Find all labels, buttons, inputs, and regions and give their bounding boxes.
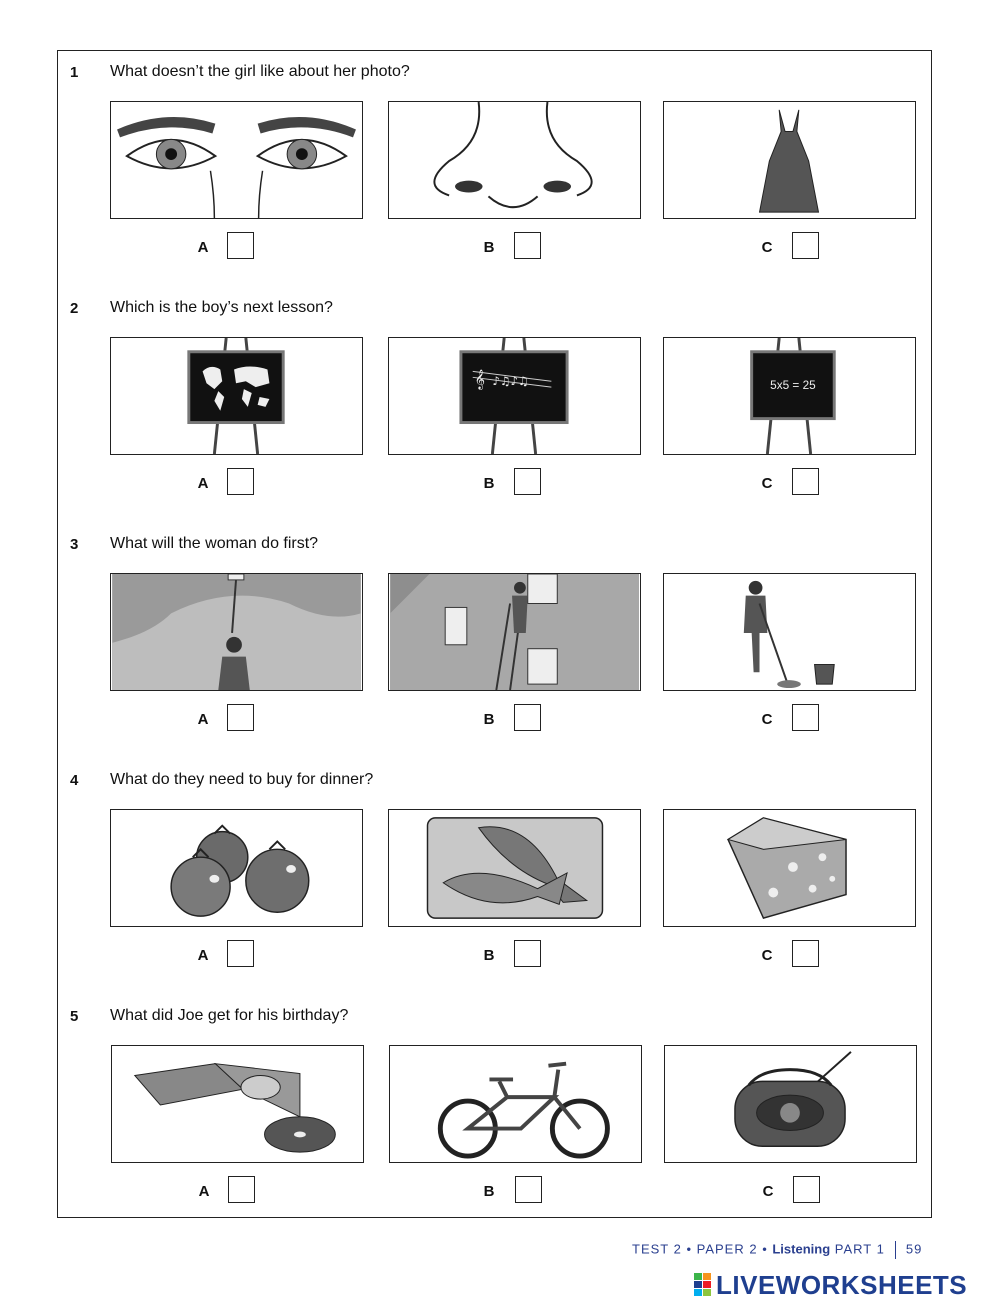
answer-checkbox[interactable] [792,468,819,495]
option-image-woman-mopping-floor [663,573,916,691]
question-text: Which is the boy’s next lesson? [110,299,333,316]
option-label: B [483,475,495,492]
page-footer: TEST 2 • PAPER 2 • Listening PART 1 59 [632,1241,922,1259]
answer-checkbox[interactable] [227,940,254,967]
option-image-blackboard-music-notes [388,337,641,455]
option-image-nose [388,101,641,219]
answer-checkbox[interactable] [514,940,541,967]
option-label: A [197,475,209,492]
question-number: 1 [70,64,79,81]
option-label: C [762,1183,774,1200]
option-image-bicycle [389,1045,642,1163]
option-image-woman-cleaning-window [388,573,641,691]
option-image-blackboard-world-map [110,337,363,455]
option-image-dress [663,101,916,219]
answer-checkbox[interactable] [228,1176,255,1203]
option-label: A [197,239,209,256]
option-label: A [197,947,209,964]
question-number: 5 [70,1008,79,1025]
option-image-tomatoes [110,809,363,927]
answer-checkbox[interactable] [227,704,254,731]
answer-checkbox[interactable] [514,704,541,731]
option-label: B [483,711,495,728]
answer-checkbox[interactable] [792,232,819,259]
svg-text:♪♫♪♫: ♪♫♪♫ [492,374,529,389]
question-number: 3 [70,536,79,553]
question-text: What will the woman do first? [110,535,319,552]
option-label: B [483,239,495,256]
answer-checkbox[interactable] [792,940,819,967]
answer-checkbox[interactable] [227,232,254,259]
option-label: B [483,1183,495,1200]
option-label: A [198,1183,210,1200]
option-image-fish [388,809,641,927]
page-number: 59 [905,1241,923,1257]
option-image-blackboard-maths [663,337,916,455]
brand-name: LIVEWORKSHEETS [716,1270,968,1300]
option-image-eyes [110,101,363,219]
question-number: 4 [70,772,79,789]
option-label: C [761,239,773,256]
option-label: C [761,711,773,728]
liveworksheets-icon [694,1273,712,1297]
answer-checkbox[interactable] [515,1176,542,1203]
footer-part: PART 1 [834,1241,885,1257]
footer-paper: PAPER 2 [696,1241,758,1257]
option-label: B [483,947,495,964]
answer-checkbox[interactable] [793,1176,820,1203]
footer-test: TEST 2 [632,1241,682,1257]
option-label: A [197,711,209,728]
question-number: 2 [70,300,79,317]
option-image-woman-painting-wall [110,573,363,691]
svg-text:𝄞: 𝄞 [474,370,486,391]
answer-checkbox[interactable] [514,232,541,259]
question-text: What did Joe get for his birthday? [110,1007,349,1024]
answer-checkbox[interactable] [227,468,254,495]
answer-checkbox[interactable] [792,704,819,731]
option-image-cheese [663,809,916,927]
question-text: What do they need to buy for dinner? [110,771,374,788]
question-text: What doesn’t the girl like about her photo? [110,63,410,80]
footer-divider [895,1241,896,1259]
liveworksheets-logo [694,1270,994,1298]
footer-section: Listening [772,1241,831,1257]
option-label: C [761,947,773,964]
option-image-cd [111,1045,364,1163]
answer-checkbox[interactable] [514,468,541,495]
option-image-cd-player [664,1045,917,1163]
board-text: 5x5 = 25 [770,379,816,393]
option-label: C [761,475,773,492]
